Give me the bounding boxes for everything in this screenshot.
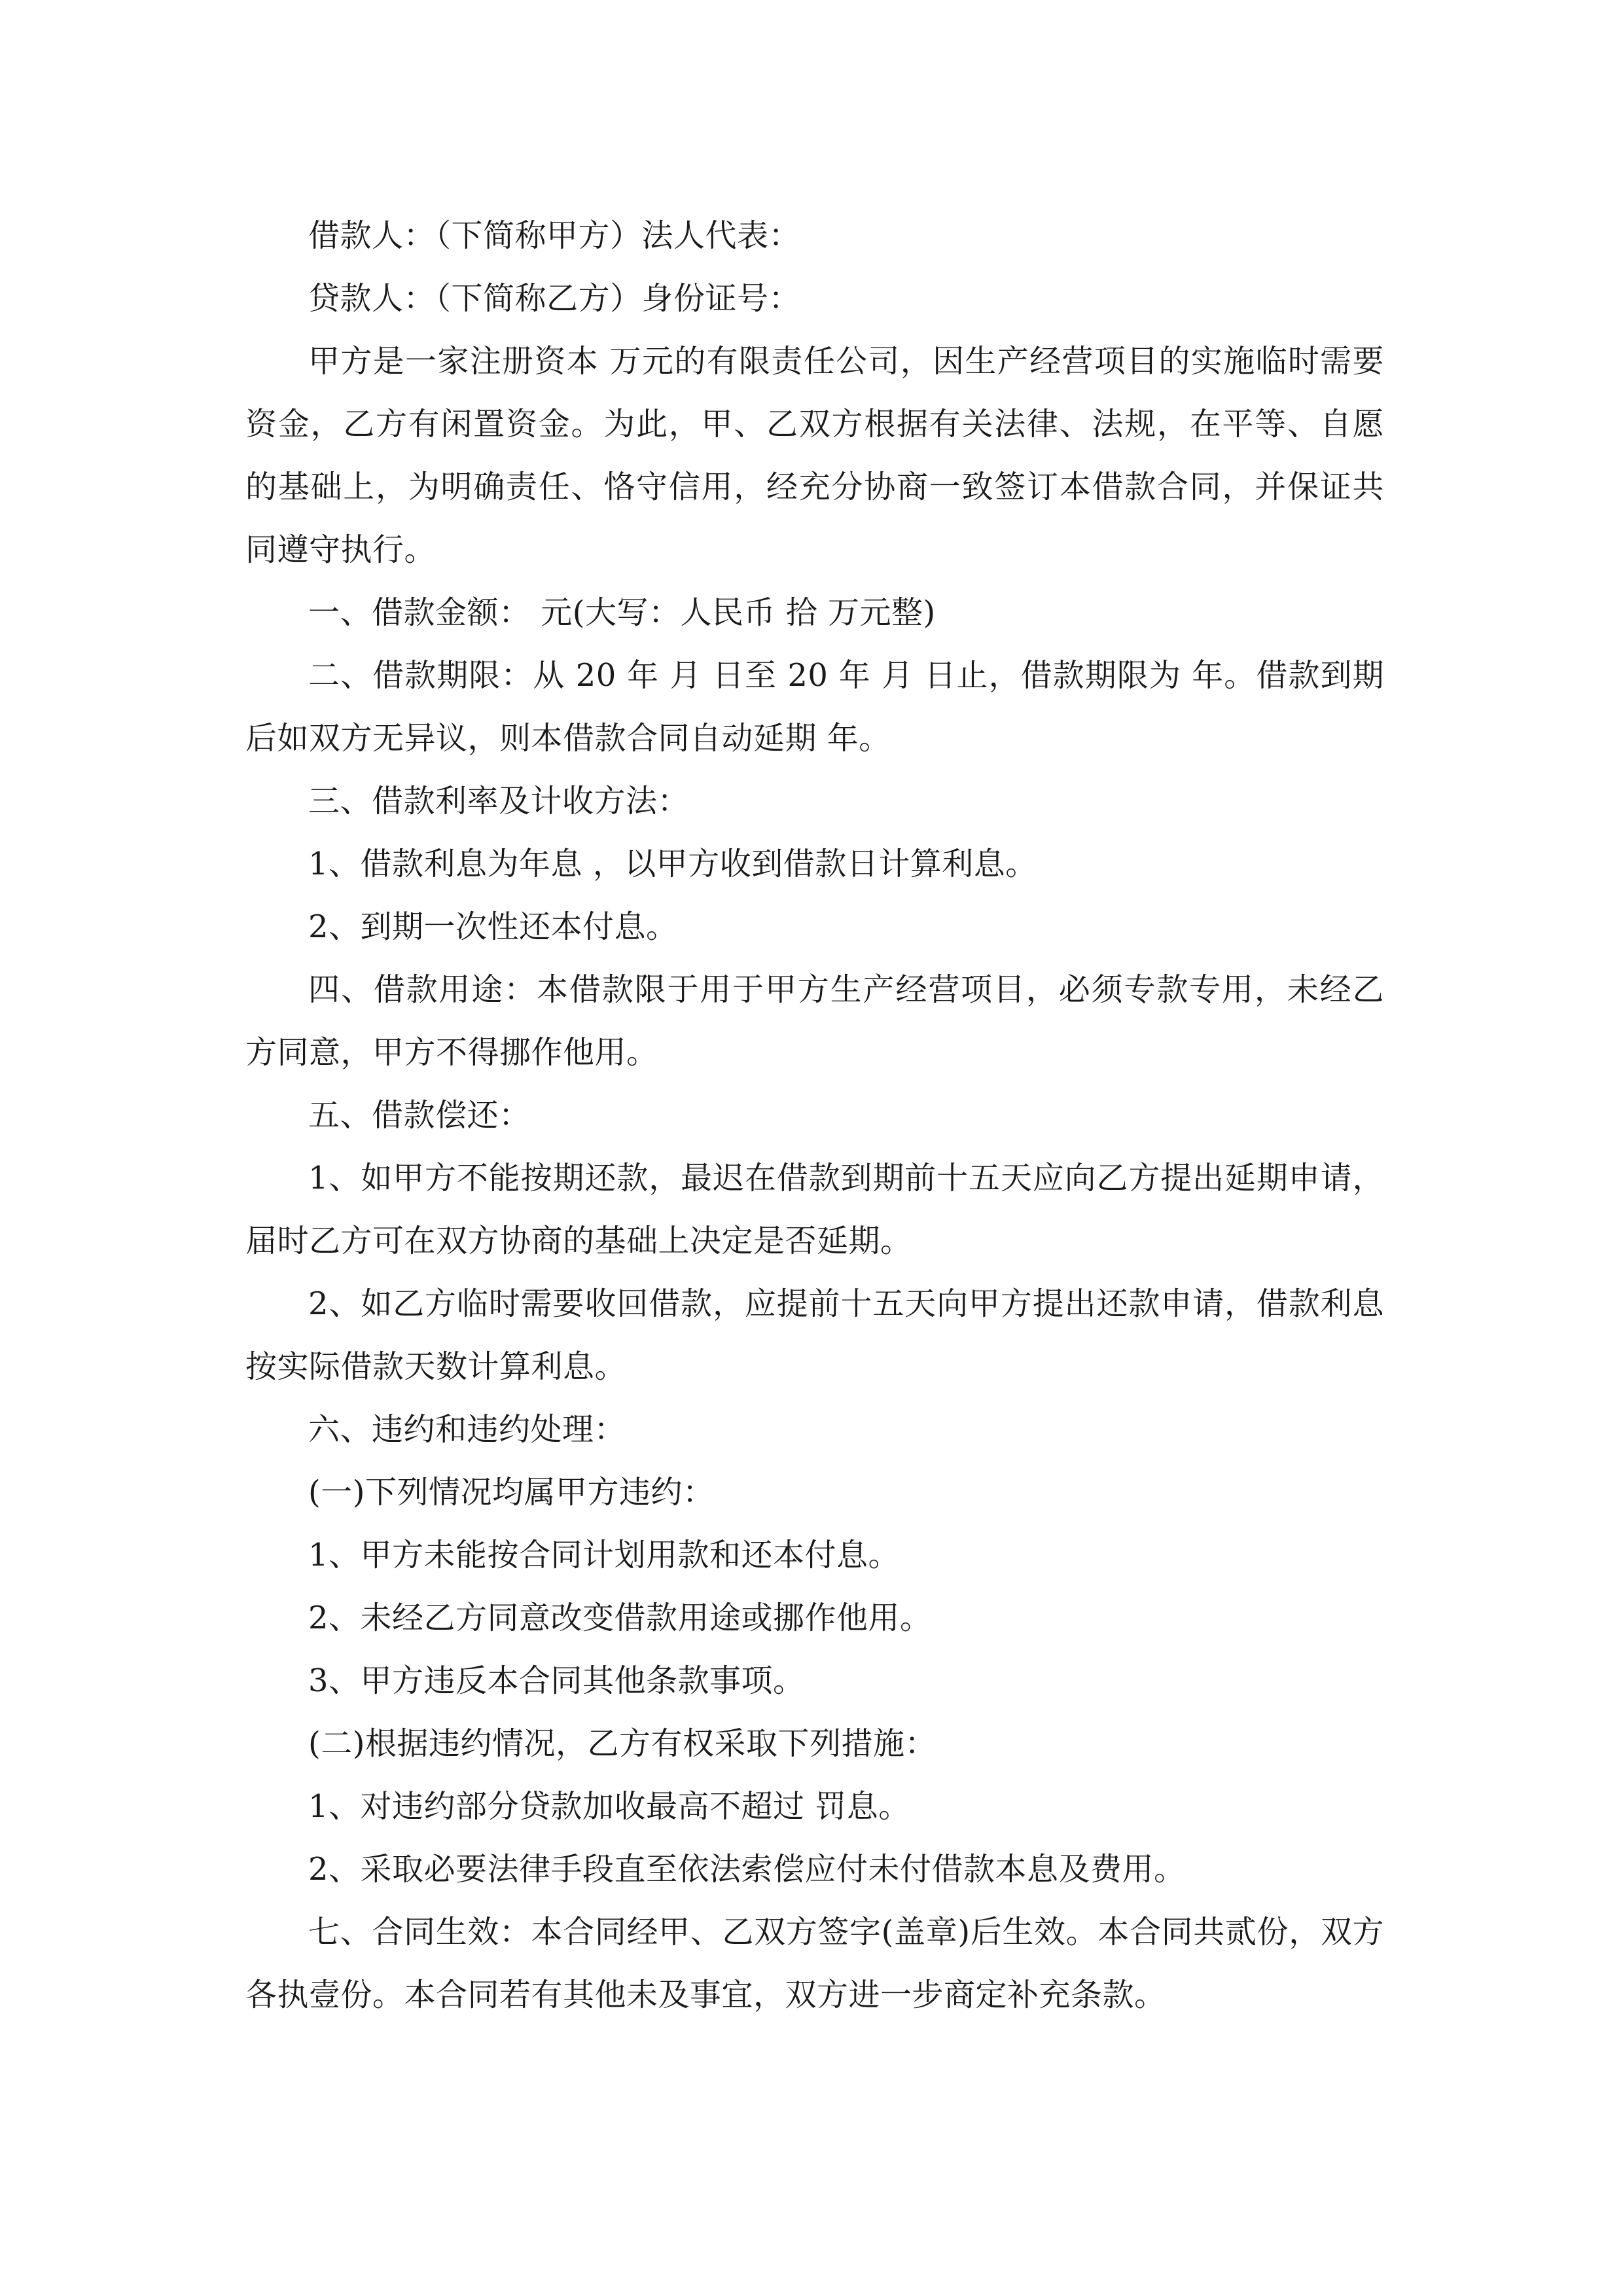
- clause-2-loan-term: 二、借款期限：从 20 年 月 日至 20 年 月 日止，借款期限为 年。借款到期后如双方无异议，则本借款合同自动延期 年。: [245, 657, 1384, 757]
- preamble-paragraph: 甲方是一家注册资本 万元的有限责任公司，因生产经营项目的实施临时需要资金，乙方有闲置资金。为此，甲、乙双方根据有关法律、法规，在平等、自愿的基础上，为明确责任、恪守信用，经充分协商一致签订本借款合同，并保证共同遵守执行。: [245, 343, 1384, 568]
- clause-5-item-2: 2、如乙方临时需要收回借款，应提前十五天向甲方提出还款申请，借款利息按实际借款天数计算利息。: [245, 1285, 1384, 1385]
- clause-6-1-item-2: 2、未经乙方同意改变借款用途或挪作他用。: [308, 1600, 932, 1636]
- clause-5-heading: 五、借款偿还：: [308, 1097, 531, 1134]
- clause-6-2-item-1: 1、对违约部分贷款加收最高不超过 罚息。: [308, 1788, 910, 1825]
- clause-6-1-item-1: 1、甲方未能按合同计划用款和还本付息。: [308, 1537, 901, 1573]
- clause-3-heading: 三、借款利率及计收方法：: [308, 783, 690, 819]
- clause-3-item-2: 2、到期一次性还本付息。: [308, 908, 678, 945]
- clause-1-loan-amount: 一、借款金额： 元(大写：人民币 拾 万元整): [308, 594, 936, 631]
- clause-6-1-item-3: 3、甲方违反本合同其他条款事项。: [308, 1662, 805, 1699]
- clause-6-subheading-2: (二)根据违约情况，乙方有权采取下列措施：: [308, 1725, 936, 1762]
- clause-4-loan-purpose: 四、借款用途：本借款限于用于甲方生产经营项目，必须专款专用，未经乙方同意，甲方不得挪作他用。: [245, 971, 1384, 1071]
- clause-3-item-1: 1、借款利息为年息 ，以甲方收到借款日计算利息。: [308, 846, 1037, 882]
- clause-7-contract-effect: 七、合同生效：本合同经甲、乙双方签字(盖章)后生效。本合同共贰份，双方各执壹份。本合同若有其他未及事宜，双方进一步商定补充条款。: [245, 1914, 1384, 2013]
- clause-6-2-item-2: 2、采取必要法律手段直至依法索偿应付未付借款本息及费用。: [308, 1851, 1186, 1888]
- clause-6-subheading-1: (一)下列情况均属甲方违约：: [308, 1474, 715, 1511]
- clause-6-heading: 六、违约和违约处理：: [308, 1411, 626, 1448]
- clause-5-item-1: 1、如甲方不能按期还款，最迟在借款到期前十五天应向乙方提出延期申请，届时乙方可在双方协商的基础上决定是否延期。: [245, 1160, 1384, 1259]
- contract-body: [245, 204, 1384, 2026]
- lender-line: 贷款人：（下简称乙方）身份证号：: [308, 280, 801, 317]
- borrower-line: 借款人：（下简称甲方）法人代表：: [308, 217, 801, 254]
